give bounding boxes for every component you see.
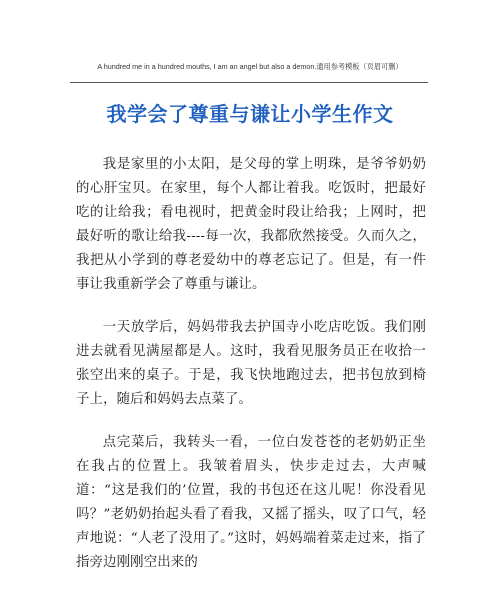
header-divider xyxy=(70,82,428,83)
document-title: 我学会了尊重与谦让小学生作文 xyxy=(106,102,394,126)
essay-body xyxy=(76,153,426,594)
paragraph-3: 点完菜后，我转头一看，一位白发苍苍的老奶奶正坐在我占的位置上。我皱着眉头，快步走过去，大声喊道：“这是我们的’位置，我的书包还在这儿呢！你没看见吗？”老奶奶抬起头看了看我，又摇了摇头，叹了口气，轻声地说：“人老了没用了。”这时，妈妈端着菜走过来，指了指旁边刚刚空出来的 xyxy=(76,435,426,570)
paragraph-2: 一天放学后，妈妈带我去护国寺小吃店吃饭。我们刚进去就看见满屋都是人。这时，我看见服务员正在收拾一张空出来的桌子。于是，我飞快地跑过去，把书包放到椅子上，随后和妈妈去点菜了。 xyxy=(76,320,426,407)
page-header: A hundred me in a hundred mouths, I am an angel but also a demon.通用参考模板（页眉可删） xyxy=(97,62,403,71)
paragraph-1: 我是家里的小太阳，是父母的掌上明珠，是爷爷奶奶的心肝宝贝。在家里，每个人都让着我。吃饭时，把最好吃的让给我；看电视时，把黄金时段让给我；上网时，把最好听的歌让给我----每一次，我都欣然接受。久而久之，我把从小学到的尊老爱幼中的尊老忘记了。但是，有一件事让我重新学会了尊重与谦让。 xyxy=(76,157,426,292)
